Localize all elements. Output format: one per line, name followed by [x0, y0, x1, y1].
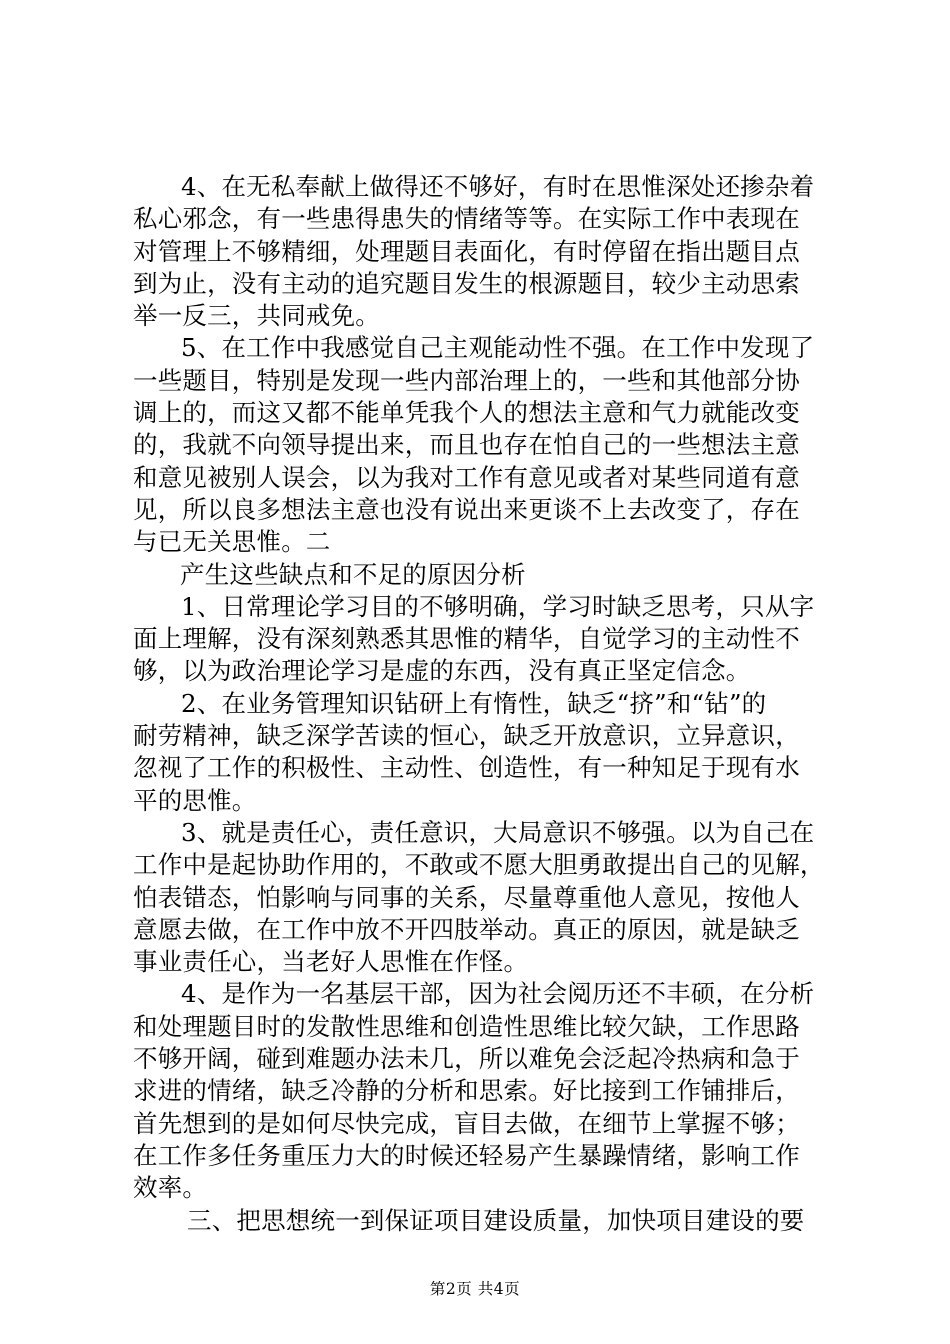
text-line: 忽视了工作的积极性、主动性、创造性，有一种知足于现有水 [133, 753, 800, 783]
page-number-footer: 第2页 共4页 [429, 1280, 521, 1298]
text-line: 和处理题目时的发散性思维和创造性思维比较欠缺，工作思路 [133, 1011, 800, 1041]
text-line: 举一反三，共同戒免。 [133, 301, 380, 331]
text-line: 5、在工作中我感觉自己主观能动性不强。在工作中发现了 [181, 333, 815, 363]
text-line: 1、日常理论学习目的不够明确，学习时缺乏思考，只从字 [181, 591, 815, 621]
text-line: 一些题目，特别是发现一些内部治理上的，一些和其他部分协 [133, 365, 800, 395]
document-body [133, 171, 833, 1237]
text-line: 首先想到的是如何尽快完成，盲目去做，在细节上掌握不够； [133, 1108, 800, 1138]
text-line: 3、就是责任心，责任意识，大局意识不够强。以为自己在 [181, 817, 815, 847]
text-line: 与已无关思惟。二 [133, 527, 331, 557]
text-line: 的，我就不向领导提出来，而且也存在怕自己的一些想法主意 [133, 430, 800, 460]
section-heading: 产生这些缺点和不足的原因分析 [180, 559, 526, 589]
text-line: 和意见被别人误会，以为我对工作有意见或者对某些同道有意 [133, 462, 800, 492]
text-line: 怕表错态，怕影响与同事的关系，尽量尊重他人意见，按他人 [133, 882, 800, 912]
text-line: 求进的情绪，缺乏冷静的分析和思索。好比接到工作铺排后， [133, 1076, 800, 1106]
text-line: 私心邪念，有一些患得患失的情绪等等。在实际工作中表现在 [133, 204, 800, 234]
text-line: 到为止，没有主动的追究题目发生的根源题目，较少主动思索 [133, 268, 800, 298]
text-line: 事业责任心，当老好人思惟在作怪。 [133, 947, 529, 977]
text-line: 4、在无私奉献上做得还不够好，有时在思惟深处还掺杂着 [181, 172, 815, 201]
text-line: 面上理解，没有深刻熟悉其思惟的精华，自觉学习的主动性不 [133, 624, 800, 654]
text-line: 耐劳精神，缺乏深学苦读的恒心，缺乏开放意识，立异意识， [133, 721, 800, 751]
text-line: 平的思惟。 [133, 785, 257, 815]
text-line: 工作中是起协助作用的，不敢或不愿大胆勇敢提出自己的见解， [133, 850, 825, 880]
text-line: 见，所以良多想法主意也没有说出来更谈不上去改变了，存在 [133, 494, 800, 524]
text-line: 不够开阔，碰到难题办法未几，所以难免会泛起冷热病和急于 [133, 1044, 800, 1074]
text-line: 4、是作为一名基层干部，因为社会阅历还不丰硕，在分析 [181, 979, 815, 1009]
text-line: 够，以为政治理论学习是虚的东西，没有真正坚定信念。 [133, 656, 751, 686]
text-line: 效率。 [133, 1173, 208, 1203]
text-line: 意愿去做，在工作中放不开四肢举动。真正的原因，就是缺乏 [133, 914, 800, 944]
text-line: 对管理上不够精细，处理题目表面化，有时停留在指出题目点 [133, 236, 800, 266]
text-line: 调上的，而这又都不能单凭我个人的想法主意和气力就能改变 [133, 398, 800, 428]
section-heading: 三、把思想统一到保证项目建设质量，加快项目建设的要 [187, 1205, 805, 1235]
text-line: 2、在业务管理知识钻研上有惰性，缺乏“挤”和“钻”的 [181, 688, 767, 718]
text-line: 在工作多任务重压力大的时候还轻易产生暴躁情绪，影响工作 [133, 1140, 800, 1170]
